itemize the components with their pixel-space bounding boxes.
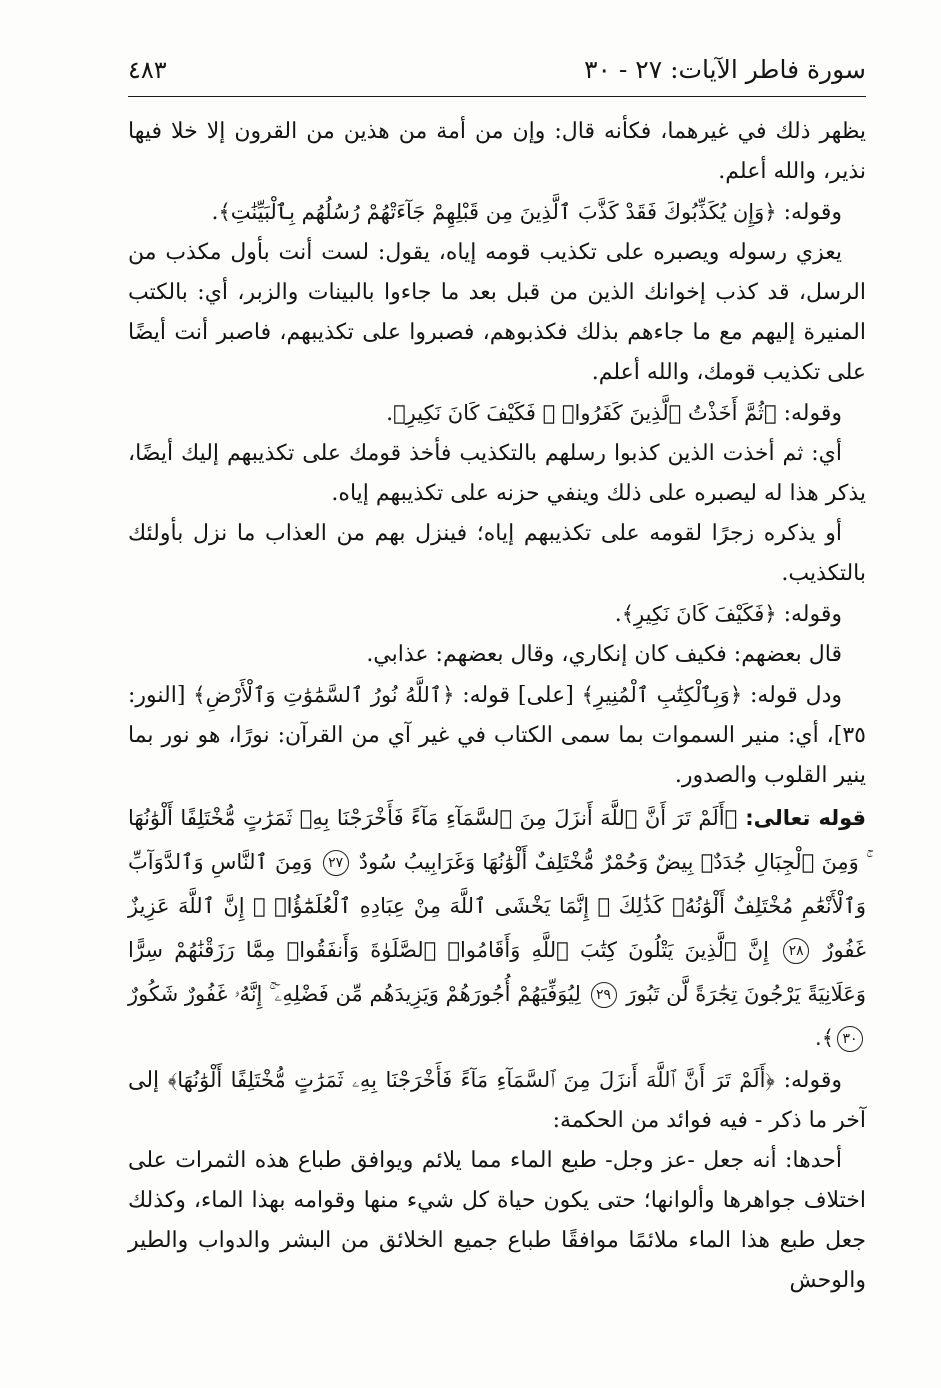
text-segment: إلى آخر ما ذكر - فيه فوائد من الحكمة: — [128, 1068, 866, 1133]
quote-lead: وقوله: — [776, 200, 842, 225]
text-segment: [النور: ٣٥]، أي: منير السموات بما سمى الكتاب في غير آي من القرآن: نورًا، هو نور بما ينير القلوب والصدور. — [128, 683, 866, 788]
paragraph-1: يظهر ذلك في غيرهما، فكأنه قال: وإن من أمة من هذين من القرون إلا خلا فيها نذير، والله أعلم. — [128, 119, 866, 184]
quran-quote: ﴿ٱللَّهُ نُورُ ٱلسَّمَٰوَٰتِ وَٱلْأَرْضِ﴾ — [193, 683, 455, 707]
quote-lead: وقوله: — [776, 602, 842, 627]
verses-tail: ﴾. — [815, 1026, 834, 1050]
text-segment: [على] قوله: — [454, 683, 582, 708]
verse-27: ﴿أَلَمْ تَرَ أَنَّ ٱللَّهَ أَنزَلَ مِنَ ٱلسَّمَآءِ مَآءً فَأَخْرَجْنَا بِهِۦ ثَمَرَٰتٍ مُّخْتَلِفًا أَلْوَٰنُهَا ۚ وَمِنَ ٱلْجِبَالِ جُدَدٌۢ بِيضٌ وَحُمْرٌ مُّخْتَلِفٌ أَلْوَٰنُهَا وَغَرَابِيبُ سُودٌ — [128, 806, 866, 874]
paragraph-7 — [128, 594, 866, 635]
ayah-number-30: ٣٠ — [837, 1026, 863, 1052]
paragraph-4 — [128, 393, 866, 434]
ayah-number-29: ٢٩ — [591, 982, 617, 1008]
text-segment: ودل قوله: — [742, 683, 843, 708]
verses-block — [128, 796, 866, 1060]
ayah-number-28: ٢٨ — [783, 938, 809, 964]
page-body — [128, 112, 866, 1301]
verse-30: لِيُوَفِّيَهُمْ أُجُورَهُمْ وَيَزِيدَهُم مِّن فَضْلِهِۦٓ ۚ إِنَّهُۥ غَفُورٌ شَكُورٌ — [128, 982, 581, 1006]
paragraph-5: أي: ثم أخذت الذين كذبوا رسلهم بالتكذيب فأخذ قومك على تكذيبهم إليك أيضًا، يذكر هذا له ليصبره على ذلك وينفي حزنه على تكذيبهم إياه. — [128, 441, 866, 506]
paragraph-11: أحدها: أنه جعل -عز وجل- طبع الماء مما يلائم ويوافق طباع هذه الثمرات على اختلاف جواهرها وألوانها؛ حتى يكون حياة كل شيء منها وقوامه بهذا الماء، وكذلك جعل طبع هذا الماء ملائمًا موافقًا طباع جميع الخلائق من البشر والدواب والطير والوحش — [128, 1148, 866, 1293]
ayah-number-27: ٢٧ — [323, 850, 349, 876]
running-title: سورة فاطر الآيات: ٢٧ - ٣٠ — [584, 55, 866, 84]
paragraph-9 — [128, 675, 866, 796]
paragraph-3: يعزي رسوله ويصبره على تكذيب قومه إياه، يقول: لست أنت بأول مكذب من الرسل، قد كذب إخوانك الذين من قبل بعد ما جاءوا بالبينات والزبر، أي: بالكتب المنيرة إليهم مع ما جاءهم بذلك فكذبوهم، فصبروا على تكذيبهم، فاصبر أنت أيضًا على تكذيب قومك، والله أعلم. — [128, 240, 866, 385]
verses-lead: قوله تعالى: — [737, 806, 866, 830]
header-rule — [128, 96, 866, 97]
paragraph-8: قال بعضهم: فكيف كان إنكاري، وقال بعضهم: عذابي. — [366, 642, 842, 667]
paragraph-6: أو يذكره زجرًا لقومه على تكذيبهم إياه؛ فينزل بهم من العذاب ما نزل بأولئك بالتكذيب. — [128, 521, 866, 586]
page-number: ٤٨٣ — [128, 56, 167, 84]
quote-lead: وقوله: — [774, 1068, 842, 1093]
paragraph-10 — [128, 1060, 866, 1141]
quran-quote: ﴿وَبِٱلْكِتَٰبِ ٱلْمُنِيرِ﴾ — [581, 683, 743, 707]
verse-29: إِنَّ ٱلَّذِينَ يَتْلُونَ كِتَٰبَ ٱللَّهِ وَأَقَامُوا۟ ٱلصَّلَوٰةَ وَأَنفَقُوا۟ مِمَّا رَزَقْنَٰهُمْ سِرًّا وَعَلَانِيَةً يَرْجُونَ تِجَٰرَةً لَّن تَبُورَ — [128, 938, 866, 1006]
paragraph-2 — [128, 192, 866, 233]
verse-28: وَمِنَ ٱلنَّاسِ وَٱلدَّوَآبِّ وَٱلْأَنْعَٰمِ مُخْتَلِفٌ أَلْوَٰنُهُۥ كَذَٰلِكَ ۗ إِنَّمَا يَخْشَى ٱللَّهَ مِنْ عِبَادِهِ ٱلْعُلَمَٰٓؤُا۟ ۗ إِنَّ ٱللَّهَ عَزِيزٌ غَفُورٌ — [128, 850, 866, 962]
quote-tail: . — [614, 602, 622, 627]
quote-tail: . — [386, 401, 394, 426]
quran-quote: ﴿فَكَيْفَ كَانَ نَكِيرِ﴾ — [621, 602, 777, 626]
page-header — [128, 50, 866, 90]
quran-quote: ﴿ثُمَّ أَخَذْتُ ٱلَّذِينَ كَفَرُوا۟ ۖ فَكَيْفَ كَانَ نَكِيرِ﴾ — [393, 401, 777, 425]
quran-quote: ﴿وَإِن يُكَذِّبُوكَ فَقَدْ كَذَّبَ ٱلَّذِينَ مِن قَبْلِهِمْ جَآءَتْهُمْ رُسُلُهُم بِٱلْبَيِّنَٰتِ﴾ — [218, 200, 777, 224]
quote-lead: وقوله: — [776, 401, 842, 426]
quran-quote: ﴿أَلَمْ تَرَ أَنَّ ٱللَّهَ أَنزَلَ مِنَ ٱلسَّمَآءِ مَآءً فَأَخْرَجْنَا بِهِۦ ثَمَرَٰتٍ مُّخْتَلِفًا أَلْوَٰنُهَا﴾ — [167, 1068, 775, 1092]
quote-tail: . — [211, 200, 219, 225]
